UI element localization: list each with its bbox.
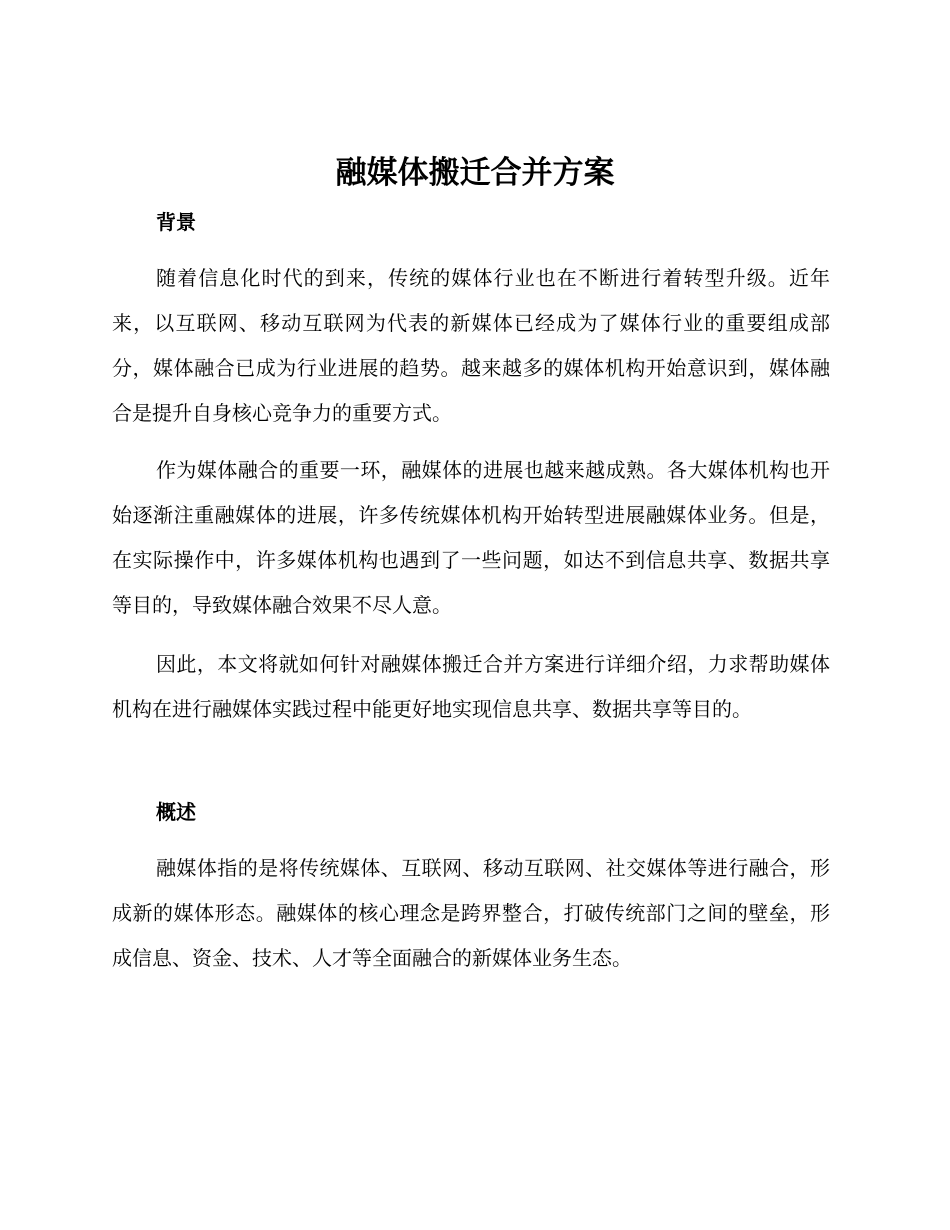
document-title: 融媒体搬迁合并方案 bbox=[335, 155, 615, 191]
section-heading-overview: 概述 bbox=[156, 800, 196, 824]
paragraph-background-3: 因此，本文将就如何针对融媒体搬迁合并方案进行详细介绍，力求帮助媒体机构在进行融媒体实践过程中能更好地实现信息共享、数据共享等目的。 bbox=[112, 652, 830, 721]
paragraph-background-2: 作为媒体融合的重要一环，融媒体的进展也越来越成熟。各大媒体机构也开始逐渐注重融媒体的进展，许多传统媒体机构开始转型进展融媒体业务。但是，在实际操作中，许多媒体机构也遇到了一些问题，如达不到信息共享、数据共享等目的，导致媒体融合效果不尽人意。 bbox=[112, 458, 830, 617]
paragraph-overview-1: 融媒体指的是将传统媒体、互联网、移动互联网、社交媒体等进行融合，形成新的媒体形态。融媒体的核心理念是跨界整合，打破传统部门之间的壁垒，形成信息、资金、技术、人才等全面融合的新媒体业务生态。 bbox=[112, 856, 830, 970]
paragraph-background-1: 随着信息化时代的到来，传统的媒体行业也在不断进行着转型升级。近年来，以互联网、移动互联网为代表的新媒体已经成为了媒体行业的重要组成部分，媒体融合已成为行业进展的趋势。越来越多的媒体机构开始意识到，媒体融合是提升自身核心竞争力的重要方式。 bbox=[112, 266, 830, 425]
section-heading-background: 背景 bbox=[156, 210, 196, 234]
